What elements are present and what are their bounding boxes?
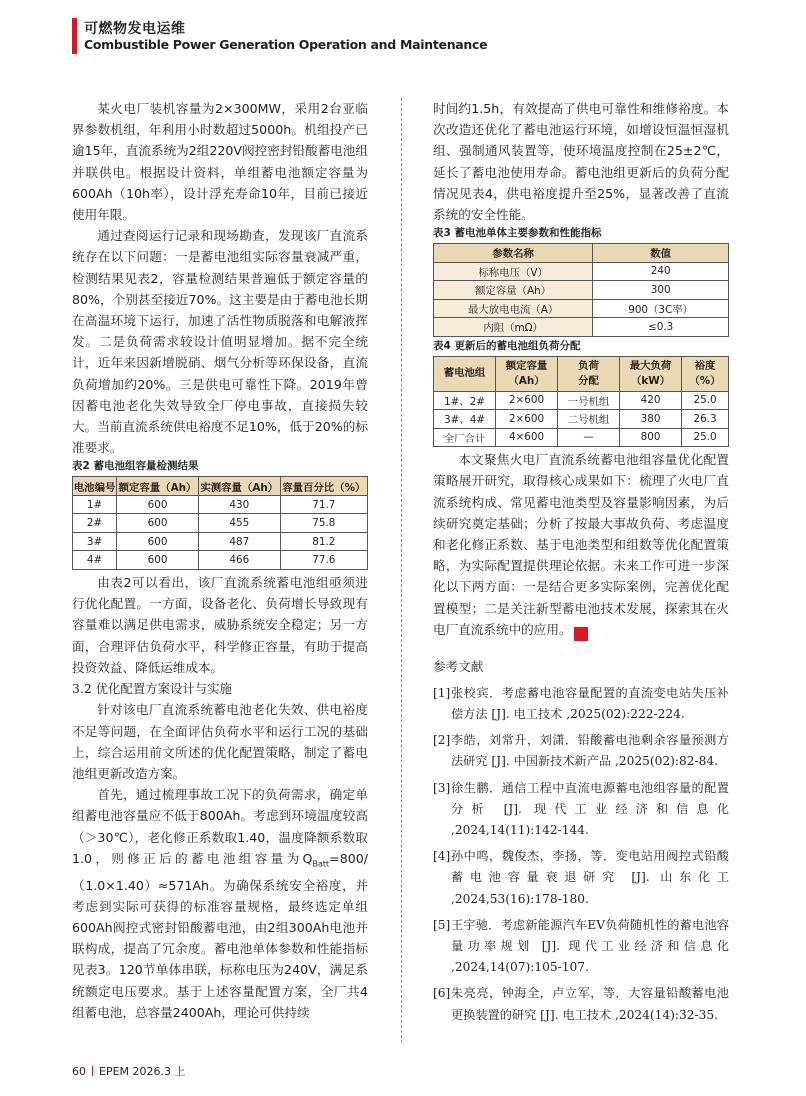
table4-caption: 表4 更新后的蓄电池组负荷分配 xyxy=(433,339,581,352)
header-line: 分配 xyxy=(578,374,599,387)
reference-number: [3] xyxy=(433,780,451,795)
paragraph: 由表2可以看出，该厂直流系统蓄电池组亟须进行优化配置。一方面，设备老化、负荷增长导致现有容量难以满足供电需求，威胁系统安全稳定；另一方面，合理评估负荷水平，科学修正容量，有助于提高投资效益、降低运维成本。 xyxy=(72,574,368,675)
table-row xyxy=(434,299,729,318)
header-line: （%） xyxy=(689,374,721,387)
table-cell: 430 xyxy=(198,495,280,514)
table-cell: 25.0 xyxy=(682,428,729,447)
table-cell: 75.8 xyxy=(280,514,367,533)
paragraph-text: 本文聚焦火电厂直流系统蓄电池组容量优化配置策略展开研究，取得核心成果如下：梳理了火电厂直流系统构成、常见蓄电池类型及容量影响因素，为后续研究奠定基础；分析了按最大事故负荷、考虑温度和老化修正系数、基于电池类型和组数等优化配置策略，为实际配置提供理论依据。未来工作可进一步深化以下两方面：一是结合更多实际案例，完善优化配置模型；二是关注新型蓄电池技术发展，探索其在火电厂直流系统中的应用。 xyxy=(433,452,729,637)
reference-text: 朱亮亮，钟海全，卢立军，等．大容量铅酸蓄电池更换装置的研究 [J]. 电工技术 ,2024(14):32-35. xyxy=(451,986,729,1022)
header-line: 蓄电池组 xyxy=(443,367,486,380)
reference-number: [2] xyxy=(433,733,451,748)
table-header-row xyxy=(434,356,729,391)
paragraph xyxy=(72,784,368,1023)
table-cell: 1# xyxy=(73,495,117,514)
table-cell: 4# xyxy=(73,551,117,570)
table-cell: 300 xyxy=(593,281,729,300)
table-cell: 455 xyxy=(198,514,280,533)
reference-text: 王宇驰．考虑新能源汽车EV负荷随机性的蓄电池容量功率规划 [J]. 现代工业经济和信息化 ,2024,14(07):105-107. xyxy=(451,917,729,975)
table-cell: 26.3 xyxy=(682,410,729,429)
reference-item xyxy=(433,983,729,1025)
table-cell: 2×600 xyxy=(496,410,558,429)
table-cell: 最大放电电流（A） xyxy=(434,299,593,318)
table-header-cell xyxy=(496,356,558,391)
table-cell: 一号机组 xyxy=(558,391,620,410)
table-header-cell: 实测容量（Ah） xyxy=(198,477,280,496)
page-footer xyxy=(72,1063,186,1079)
table-row xyxy=(434,262,729,281)
table2-caption: 表2 蓄电池组容量检测结果 xyxy=(72,460,199,473)
table-cell: 600 xyxy=(117,532,199,551)
header-line: （kW） xyxy=(630,374,671,387)
references-heading: 参考文献 xyxy=(433,658,484,674)
table3-caption: 表3 蓄电池单体主要参数和性能指标 xyxy=(433,227,602,240)
table-cell: 800 xyxy=(620,428,682,447)
table-cell: 600 xyxy=(117,514,199,533)
paragraph: 通过查阅运行记录和现场勘查，发现该厂直流系统存在以下问题：一是蓄电池组实际容量衰减严重，检测结果见表2，容量检测结果普遍低于额定容量的80%，个别甚至接近70%。这主要是由于蓄电池长期在高温环境下运行，加速了活性物质脱落和电解液挥发。二是负荷需求较设计值明显增加。据不完全统计，近年来因新增脱硝、烟气分析等环保设备，直流负荷增加约20%。三是供电可靠性下降。2019年曾因蓄电池老化失效导致全厂停电事故，直接损失较大。当前直流系统供电裕度不足10%，低于20%的标准要求。 xyxy=(72,228,368,456)
table-cell: 全厂合计 xyxy=(434,428,496,447)
section-heading: 3.2 优化配置方案设计与实施 xyxy=(72,680,232,696)
journal-issue: EPEM 2026.3 上 xyxy=(99,1065,186,1078)
table-cell: 71.7 xyxy=(280,495,367,514)
page-number: 60 xyxy=(72,1065,86,1078)
column-divider xyxy=(401,98,402,1043)
subscript: Batt xyxy=(312,859,330,869)
table-row xyxy=(73,551,368,570)
header-title-en: Combustible Power Generation Operation and Maintenance xyxy=(84,37,488,52)
table-cell: 380 xyxy=(620,410,682,429)
table-header-cell xyxy=(682,356,729,391)
table-cell: 2# xyxy=(73,514,117,533)
reference-text: 徐生鹏．通信工程中直流电源蓄电池组容量的配置分析 [J]. 现代工业经济和信息化 ,2024,14(11):142-144. xyxy=(451,780,729,838)
table-cell: 3# xyxy=(73,532,117,551)
reference-item xyxy=(433,730,729,772)
table-cell: 600 xyxy=(117,551,199,570)
table-row xyxy=(434,281,729,300)
table-header-cell: 参数名称 xyxy=(434,244,593,263)
paragraph xyxy=(433,449,729,641)
table-cell: 81.2 xyxy=(280,532,367,551)
table-cell: 内阻（mΩ） xyxy=(434,318,593,337)
header-title-cn: 可燃物发电运维 xyxy=(84,21,186,37)
reference-item xyxy=(433,683,729,725)
table-cell: 25.0 xyxy=(682,391,729,410)
table3 xyxy=(433,243,729,337)
left-column xyxy=(72,98,368,1023)
table-row xyxy=(73,514,368,533)
table-header-row xyxy=(434,244,729,263)
table2 xyxy=(72,476,368,570)
paragraph: 某火电厂装机容量为2×300MW，采用2台亚临界参数机组，年利用小时数超过5000h。机组投产已逾15年，直流系统为2组220V阀控密封铅酸蓄电池组并联供电。根据设计资料，单组蓄电池额定容量为600Ah（10h率），设计浮充寿命10年，目前已接近使用年限。 xyxy=(72,101,368,223)
table-cell: 2×600 xyxy=(496,391,558,410)
table-row xyxy=(434,318,729,337)
paragraph-text: =800/（1.0×1.40）≈571Ah。为确保系统安全裕度，并考虑到实际可获得的标准容量规格，最终选定单组600Ah阀控式密封铅酸蓄电池，由2组300Ah电池并联构成，提高了冗余度。蓄电池单体参数和性能指标见表3。120节单体串联，标称电压为240V，满足系统额定电压要求。基于上述容量配置方案，全厂共4组蓄电池，总容量2400Ah，理论可供持续 xyxy=(72,850,368,1020)
table-header-row xyxy=(73,477,368,496)
table-header-cell: 电池编号 xyxy=(73,477,117,496)
table-cell: 420 xyxy=(620,391,682,410)
table-row xyxy=(73,495,368,514)
table4 xyxy=(433,356,729,448)
table-cell: — xyxy=(558,428,620,447)
table-cell: 77.6 xyxy=(280,551,367,570)
header-line: 最大负荷 xyxy=(629,359,672,372)
table-cell: 1#、2# xyxy=(434,391,496,410)
paragraph: 时间约1.5h，有效提高了供电可靠性和维修裕度。本次改造还优化了蓄电池运行环境，如增设恒温恒湿机组、强制通风装置等，使环境温度控制在25±2℃，延长了蓄电池使用寿命。蓄电池组更新后的负荷分配情况见表4，供电裕度提升至25%，显著改善了直流系统的安全性能。 xyxy=(433,101,729,223)
footer-divider xyxy=(92,1066,93,1076)
table-header-cell xyxy=(434,356,496,391)
paragraph: 针对该电厂直流系统蓄电池老化失效、供电裕度不足等问题，在全面评估负荷水平和运行工况的基础上，综合运用前文所述的优化配置策略，制定了蓄电池组更新改造方案。 xyxy=(72,702,368,782)
table-cell: 额定容量（Ah） xyxy=(434,281,593,300)
table-cell: 标称电压（V） xyxy=(434,262,593,281)
reference-item xyxy=(433,915,729,979)
table-row xyxy=(434,428,729,447)
table-row xyxy=(434,391,729,410)
reference-item xyxy=(433,778,729,842)
reference-text: 李皓，刘常升，刘潇．铅酸蓄电池剩余容量预测方法研究 [J]. 中国新技术新产品 ,2025(02):82-84. xyxy=(451,733,729,769)
table-cell: 4×600 xyxy=(496,428,558,447)
table-cell: 二号机组 xyxy=(558,410,620,429)
header-line: （Ah） xyxy=(508,374,545,387)
header-line: 额定容量 xyxy=(505,359,548,372)
table-header-cell: 数值 xyxy=(593,244,729,263)
table-cell: 487 xyxy=(198,532,280,551)
table-cell: 240 xyxy=(593,262,729,281)
right-column xyxy=(433,98,729,1031)
header-line: 裕度 xyxy=(694,359,716,372)
table-row xyxy=(434,410,729,429)
references-list xyxy=(433,683,729,1026)
table-header-cell xyxy=(558,356,620,391)
reference-number: [1] xyxy=(433,685,451,700)
table-header-cell: 容量百分比（%） xyxy=(280,477,367,496)
reference-text: 孙中鸣，魏俊杰，李扬，等．变电站用阀控式铅酸蓄电池容量衰退研究 [J]. 山东化工 ,2024,53(16):178-180. xyxy=(451,849,729,906)
reference-text: 张校宾．考虑蓄电池容量配置的直流变电站失压补偿方法 [J]. 电工技术 ,2025(02):222-224. xyxy=(451,685,729,722)
header-line: 负荷 xyxy=(578,359,599,372)
table-header-cell: 额定容量（Ah） xyxy=(117,477,199,496)
table-cell: 466 xyxy=(198,551,280,570)
end-of-article-star-icon: ★ xyxy=(574,627,588,641)
reference-item xyxy=(433,846,729,910)
reference-number: [4] xyxy=(433,849,451,864)
reference-number: [5] xyxy=(433,917,451,932)
paragraph-text: 首先，通过梳理事故工况下的负荷需求，确定单组蓄电池容量应不低于800Ah。考虑到环境温度较高（＞30℃），老化修正系数取1.40，温度降额系数取1.0，则修正后的蓄电池组容量为Q xyxy=(72,787,368,866)
reference-number: [6] xyxy=(433,986,451,1001)
table-header-cell xyxy=(620,356,682,391)
table-cell: 3#、4# xyxy=(434,410,496,429)
table-row xyxy=(73,532,368,551)
table-cell: 900（3C率） xyxy=(593,299,729,318)
table-cell: 600 xyxy=(117,495,199,514)
header-accent-bar xyxy=(72,18,77,54)
table-cell: ≤0.3 xyxy=(593,318,729,337)
